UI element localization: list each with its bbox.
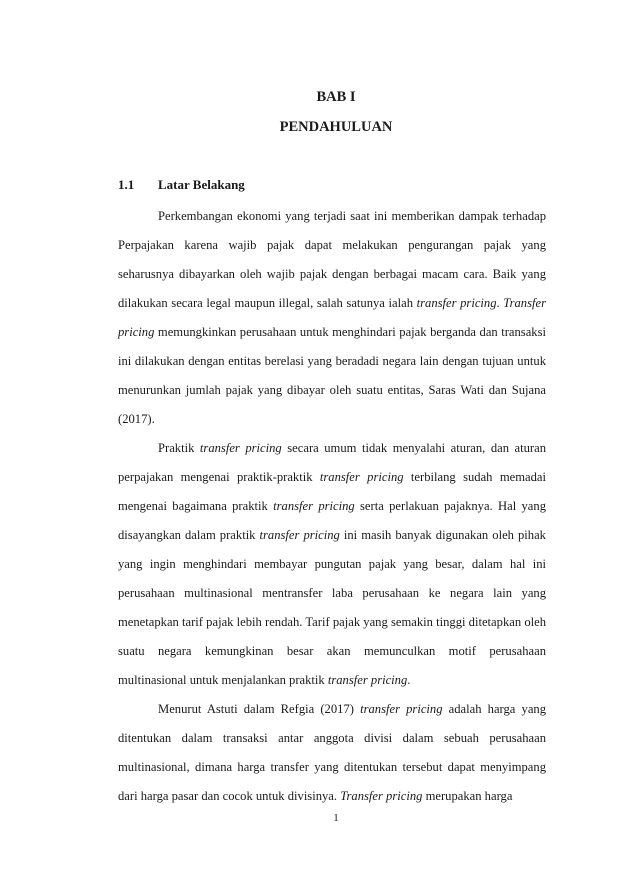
chapter-label: BAB I (316, 89, 356, 105)
paragraph (118, 202, 546, 434)
italic-term: transfer pricing (259, 528, 340, 542)
text-run: adalah harga yang ditentukan dalam transaksi antar anggota divisi dalam sebuah perusahaan multinasional, dimana harga transfer yang ditentukan tersebut dapat menyimpang dari harga pasar dan cocok untuk divisinya. (118, 702, 547, 803)
text-run: memungkinkan perusahaan untuk menghindari pajak berganda dan transaksi ini dilakukan dengan entitas berelasi yang beradadi negara lain dengan tujuan untuk menurunkan jumlah pajak yang dibayar oleh suatu entitas, Saras Wati dan Sujana (2017). (118, 325, 546, 426)
italic-term: transfer pricing (327, 673, 408, 687)
section-heading (118, 177, 245, 193)
text-run: Menurut Astuti dalam Refgia (2017) (158, 702, 361, 716)
italic-term: transfer pricing (360, 702, 443, 716)
chapter-title: PENDAHULUAN (279, 119, 393, 135)
text-run: . (407, 673, 411, 687)
italic-term: transfer pricing (273, 499, 355, 513)
body-text (118, 202, 546, 811)
section-title: Latar Belakang (158, 177, 245, 192)
section-number: 1.1 (118, 177, 135, 192)
italic-term: Transfer pricing (340, 789, 423, 803)
text-run: secara umum tidak menyalahi aturan, dan aturan perpajakan mengenai praktik-praktik (118, 441, 547, 484)
italic-term: transfer pricing (319, 470, 404, 484)
text-run: Praktik (158, 441, 200, 455)
italic-term: Transfer pricing (118, 296, 546, 339)
text-run: Perkembangan ekonomi yang terjadi saat ini memberikan dampak terhadap Perpajakan karena wajib pajak dapat melakukan pengurangan pajak yang seharusnya dibayarkan oleh wajib pajak dengan berbagai macam cara. Baik yang dilakukan secara legal maupun illegal, salah satunya ialah (118, 209, 546, 310)
text-run: ini masih banyak digunakan oleh pihak yang ingin menghindari membayar pungutan pajak yang besar, dalam hal ini perusahaan multinasional mentransfer laba perusahaan ke negara lain yang menetapkan tarif pajak lebih rendah. Tarif pajak yang semakin tinggi ditetapkan oleh suatu negara kemungkinan besar akan memunculkan motif perusahaan multinasional untuk menjalankan praktik (118, 528, 546, 687)
paragraph (118, 434, 546, 695)
page-number: 1 (333, 812, 339, 824)
paragraph (118, 695, 546, 811)
text-run: merupakan harga (422, 789, 513, 803)
italic-term: transfer pricing (416, 296, 497, 310)
text-run: terbilang sudah memadai mengenai bagaimana praktik (118, 470, 546, 513)
italic-term: transfer pricing (199, 441, 282, 455)
text-run: serta perlakuan pajaknya. Hal yang disayangkan dalam praktik (118, 499, 546, 542)
text-run: . (496, 296, 504, 310)
